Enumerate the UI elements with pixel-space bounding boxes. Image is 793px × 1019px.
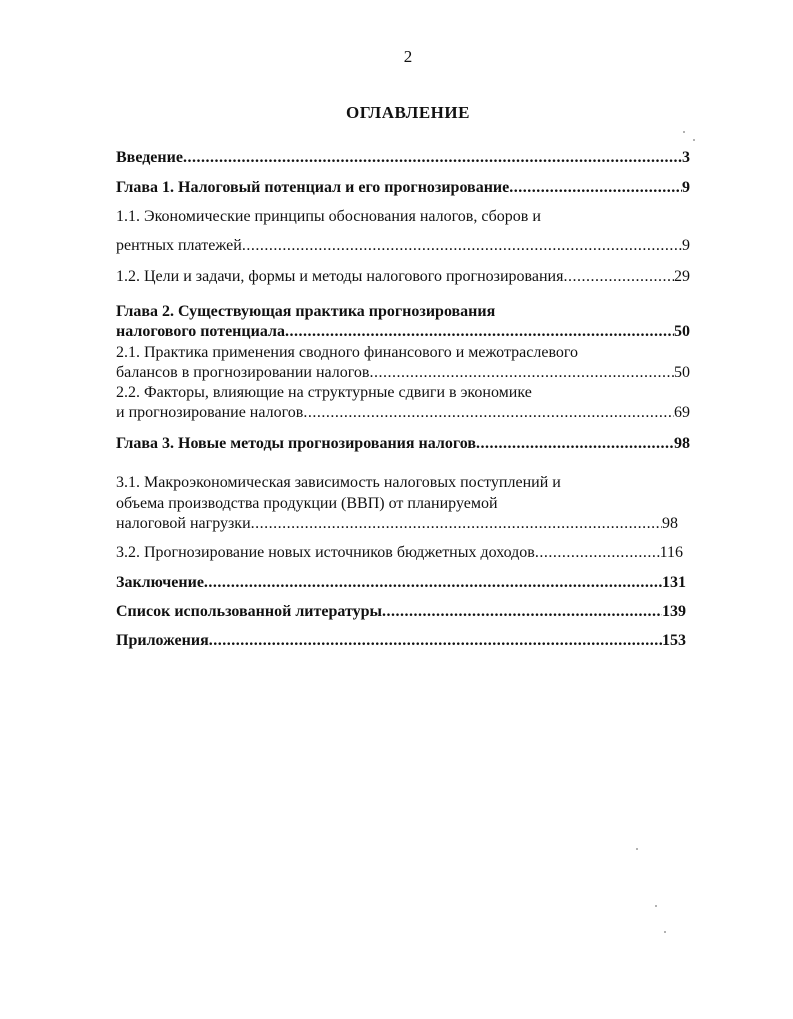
toc-leader-dots	[535, 543, 660, 562]
toc-entry-title-line: Глава 2. Существующая практика прогнозирования	[116, 303, 496, 320]
toc-leader-dots	[476, 434, 674, 453]
toc-entry-page: 153	[662, 632, 686, 649]
page-number: 2	[403, 47, 413, 66]
toc-entry-intro[interactable]	[116, 148, 690, 167]
toc-entry-title: и прогнозирование налогов	[116, 404, 304, 421]
scan-speck	[693, 139, 695, 141]
toc-leader-dots	[251, 514, 662, 533]
toc-entry-page: 50	[674, 323, 690, 340]
toc-entry-title-line: 3.1. Макроэкономическая зависимость налоговых поступлений и	[116, 474, 561, 491]
toc-heading: ОГЛАВЛЕНИЕ	[346, 103, 470, 122]
toc-leader-dots	[204, 573, 662, 592]
scan-speck	[664, 931, 666, 933]
toc-entry-chapter-1[interactable]	[116, 178, 690, 197]
toc-entry-section-3-2[interactable]	[116, 543, 683, 562]
toc-entry-title-line: 2.1. Практика применения сводного финансового и межотраслевого	[116, 344, 579, 361]
toc-leader-dots	[382, 602, 662, 621]
toc-entry-page: 9	[682, 237, 690, 254]
toc-entry-title: Список использованной литературы	[116, 603, 382, 620]
scan-speck	[683, 131, 685, 133]
toc-leader-dots	[509, 178, 682, 197]
toc-leader-dots	[183, 148, 682, 167]
toc-entry-title: рентных платежей	[116, 237, 242, 254]
toc-entry-page: 131	[662, 574, 686, 591]
toc-entry-chapter-3[interactable]	[116, 434, 690, 453]
toc-leader-dots	[563, 267, 674, 286]
toc-entry-conclusion[interactable]	[116, 573, 686, 592]
toc-entry-page: 50	[674, 364, 690, 381]
toc-leader-dots	[285, 322, 674, 341]
toc-entry-page: 29	[674, 268, 690, 285]
toc-entry-title: 1.2. Цели и задачи, формы и методы налогового прогнозирования	[116, 268, 564, 285]
toc-entry-title: Глава 1. Налоговый потенциал и его прогнозирование	[116, 179, 510, 196]
toc-entry-section-2-2[interactable]	[116, 403, 690, 422]
toc-entry-title: Глава 3. Новые методы прогнозирования налогов	[116, 435, 476, 452]
toc-leader-dots	[209, 631, 662, 650]
toc-entry-page: 9	[682, 179, 690, 196]
toc-entry-page: 116	[659, 544, 683, 561]
toc-entry-section-1-2[interactable]	[116, 267, 690, 286]
toc-leader-dots	[369, 363, 674, 382]
toc-entry-title: Заключение	[116, 574, 204, 591]
toc-entry-page: 98	[674, 435, 690, 452]
toc-entry-references[interactable]	[116, 602, 686, 621]
toc-entry-title: 3.2. Прогнозирование новых источников бюджетных доходов	[116, 544, 535, 561]
toc-entry-page: 139	[662, 603, 686, 620]
toc-entry-title: балансов в прогнозировании налогов	[116, 364, 370, 381]
scan-speck	[636, 848, 638, 850]
toc-entry-section-1-1[interactable]	[116, 236, 690, 255]
toc-entry-page: 98	[662, 515, 678, 532]
toc-entry-appendices[interactable]	[116, 631, 686, 650]
toc-entry-page: 3	[682, 149, 690, 166]
toc-leader-dots	[303, 403, 674, 422]
toc-entry-page: 69	[674, 404, 690, 421]
toc-entry-title: налогового потенциала	[116, 323, 285, 340]
toc-entry-title-line: 1.1. Экономические принципы обоснования налогов, сборов и	[116, 208, 541, 225]
toc-entry-section-2-1[interactable]	[116, 363, 690, 382]
toc-entry-title: налоговой нагрузки	[116, 515, 251, 532]
toc-entry-section-3-1[interactable]	[116, 514, 678, 533]
scan-speck	[655, 905, 657, 907]
toc-entry-title-line: 2.2. Факторы, влияющие на структурные сдвиги в экономике	[116, 384, 532, 401]
toc-entry-title-line: объема производства продукции (ВВП) от планируемой	[116, 495, 498, 512]
toc-entry-chapter-2[interactable]	[116, 322, 690, 341]
toc-entry-title: Приложения	[116, 632, 209, 649]
toc-leader-dots	[242, 236, 682, 255]
toc-entry-title: Введение	[116, 149, 183, 166]
